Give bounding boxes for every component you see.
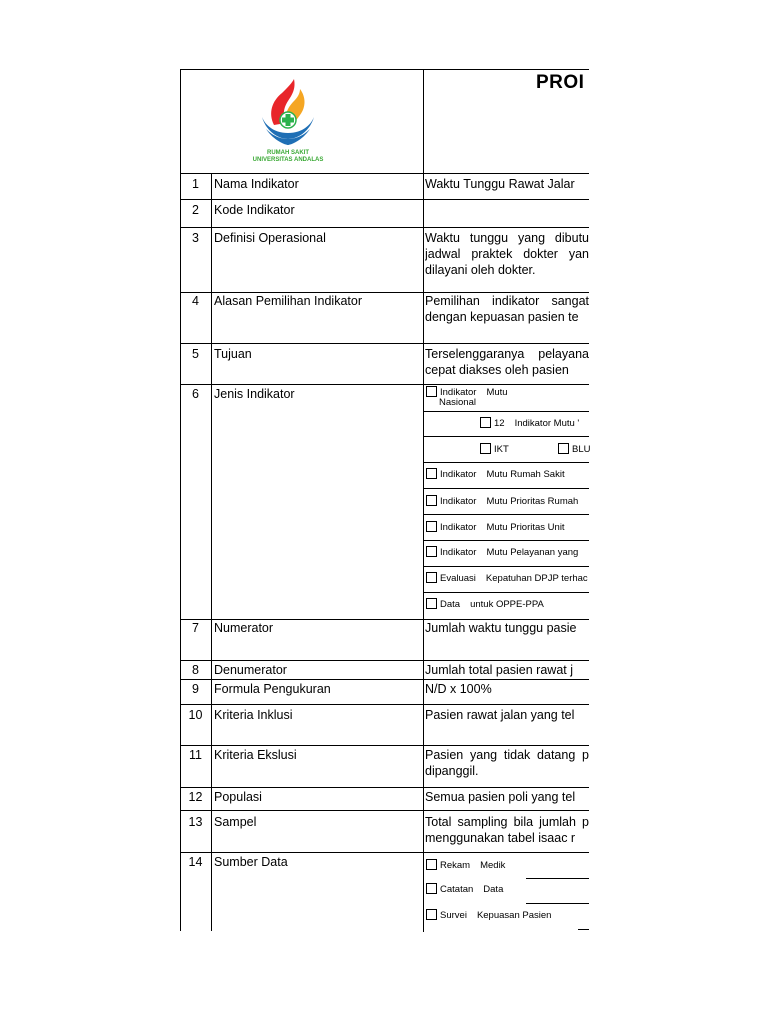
checkbox[interactable] <box>426 572 437 583</box>
row-line <box>180 384 589 385</box>
option-line <box>423 436 589 437</box>
row-value: Waktu tunggu yang dibutu jadwal praktek dokter yan dilayani oleh dokter. <box>425 231 589 277</box>
row-value: Jumlah waktu tunggu pasie <box>425 621 577 635</box>
row-number: 8 <box>192 663 199 677</box>
row-label: Sumber Data <box>214 855 288 869</box>
row-label: Nama Indikator <box>214 177 299 191</box>
row-number: 3 <box>192 231 199 245</box>
row-number: 14 <box>188 855 203 869</box>
row-number: 5 <box>192 347 199 361</box>
option-line <box>423 592 589 593</box>
row-label: Populasi <box>214 790 262 804</box>
option-line <box>423 488 589 489</box>
option-catatan-data[interactable]: Catatan Data <box>426 883 503 895</box>
row-number: 9 <box>192 682 199 696</box>
checkbox[interactable] <box>480 443 491 454</box>
row-label: Sampel <box>214 815 257 829</box>
row-label: Jenis Indikator <box>214 387 295 401</box>
row-value: Jumlah total pasien rawat j <box>425 663 573 677</box>
row-line <box>180 660 589 661</box>
row-value: Terselenggaranya pelayana cepat diakses oleh pasien <box>425 347 589 377</box>
indicator-profile-document <box>180 69 589 931</box>
option-mutu-prioritas-rumah[interactable]: Indikator Mutu Prioritas Rumah <box>426 495 578 507</box>
fill-line <box>578 929 589 930</box>
logo-emblem-icon <box>236 77 340 149</box>
option-line <box>423 514 589 515</box>
option-line <box>423 411 589 412</box>
row-label: Tujuan <box>214 347 252 361</box>
row-value: Pasien rawat jalan yang tel <box>425 708 575 722</box>
checkbox[interactable] <box>426 386 437 397</box>
row-number: 11 <box>189 748 202 762</box>
checkbox[interactable] <box>426 495 437 506</box>
row-line <box>180 199 589 200</box>
row-number: 6 <box>192 387 199 401</box>
option-mutu-nasional[interactable]: Indikator Mutu <box>426 386 508 398</box>
option-mutu-prioritas-unit[interactable]: Indikator Mutu Prioritas Unit <box>426 521 565 533</box>
option-mutu-nasional-line2: Nasional <box>439 397 476 408</box>
row-value: Pasien yang tidak datang p dipanggil. <box>425 748 589 778</box>
row-line <box>180 173 589 174</box>
row-label: Kriteria Ekslusi <box>214 748 297 762</box>
checkbox[interactable] <box>426 521 437 532</box>
hospital-logo <box>236 77 340 169</box>
checkbox[interactable] <box>426 883 437 894</box>
option-12-indikator-mutu[interactable]: 12 Indikator Mutu ' <box>480 417 579 429</box>
checkbox[interactable] <box>426 859 437 870</box>
checkbox[interactable] <box>426 598 437 609</box>
row-line <box>180 679 589 680</box>
logo-text-line2: UNIVERSITAS ANDALAS <box>252 157 324 163</box>
row-value: Waktu Tunggu Rawat Jalar <box>425 177 575 191</box>
fill-line-tick <box>423 875 424 882</box>
option-line <box>423 462 589 463</box>
table-border-top <box>180 69 589 70</box>
logo-text-line1: RUMAH SAKIT <box>267 150 309 156</box>
row-number: 13 <box>188 815 203 829</box>
checkbox[interactable] <box>426 909 437 920</box>
row-label: Numerator <box>214 621 274 635</box>
option-survei-kepuasan[interactable]: Survei Kepuasan Pasien <box>426 909 551 921</box>
checkbox[interactable] <box>480 417 491 428</box>
fill-line <box>526 903 589 904</box>
row-number: 1 <box>192 177 199 191</box>
fill-line-tick <box>423 900 424 907</box>
row-number: 12 <box>188 790 203 804</box>
option-evaluasi-dpjp[interactable]: Evaluasi Kepatuhan DPJP terhac <box>426 572 588 584</box>
row-label: Alasan Pemilihan Indikator <box>214 294 362 308</box>
row-value: Total sampling bila jumlah p menggunakan tabel isaac r <box>425 815 589 845</box>
option-blu[interactable]: BLU <box>558 443 590 455</box>
checkbox[interactable] <box>426 546 437 557</box>
row-label: Kode Indikator <box>214 203 295 217</box>
row-line <box>180 704 589 705</box>
option-line <box>423 566 589 567</box>
row-label: Kriteria Inklusi <box>214 708 293 722</box>
row-line <box>180 745 589 746</box>
option-ikt[interactable]: IKT <box>480 443 509 455</box>
option-mutu-pelayanan[interactable]: Indikator Mutu Pelayanan yang <box>426 546 578 558</box>
row-value: Pemilihan indikator sangat dengan kepuasan pasien te <box>425 294 589 324</box>
row-line <box>180 227 589 228</box>
row-line <box>180 810 589 811</box>
fill-line <box>526 878 589 879</box>
row-number: 10 <box>188 708 203 722</box>
row-label: Definisi Operasional <box>214 231 326 245</box>
checkbox[interactable] <box>558 443 569 454</box>
row-value: N/D x 100% <box>425 682 492 696</box>
checkbox[interactable] <box>426 468 437 479</box>
fill-line-tick <box>423 925 424 932</box>
row-number: 4 <box>192 294 199 308</box>
option-data-oppe[interactable]: Data untuk OPPE-PPA <box>426 598 544 610</box>
row-label: Formula Pengukuran <box>214 682 331 696</box>
row-value: Semua pasien poli yang tel <box>425 790 576 804</box>
row-line <box>180 343 589 344</box>
option-rekam-medik[interactable]: Rekam Medik <box>426 859 505 871</box>
table-divider-label <box>211 173 212 931</box>
option-line <box>423 540 589 541</box>
row-line <box>180 852 589 853</box>
row-line <box>180 787 589 788</box>
row-label: Denumerator <box>214 663 287 677</box>
option-mutu-rumah-sakit[interactable]: Indikator Mutu Rumah Sakit <box>426 468 565 480</box>
row-number: 7 <box>192 621 199 635</box>
page-title: PROI <box>536 72 585 93</box>
row-number: 2 <box>192 203 199 217</box>
